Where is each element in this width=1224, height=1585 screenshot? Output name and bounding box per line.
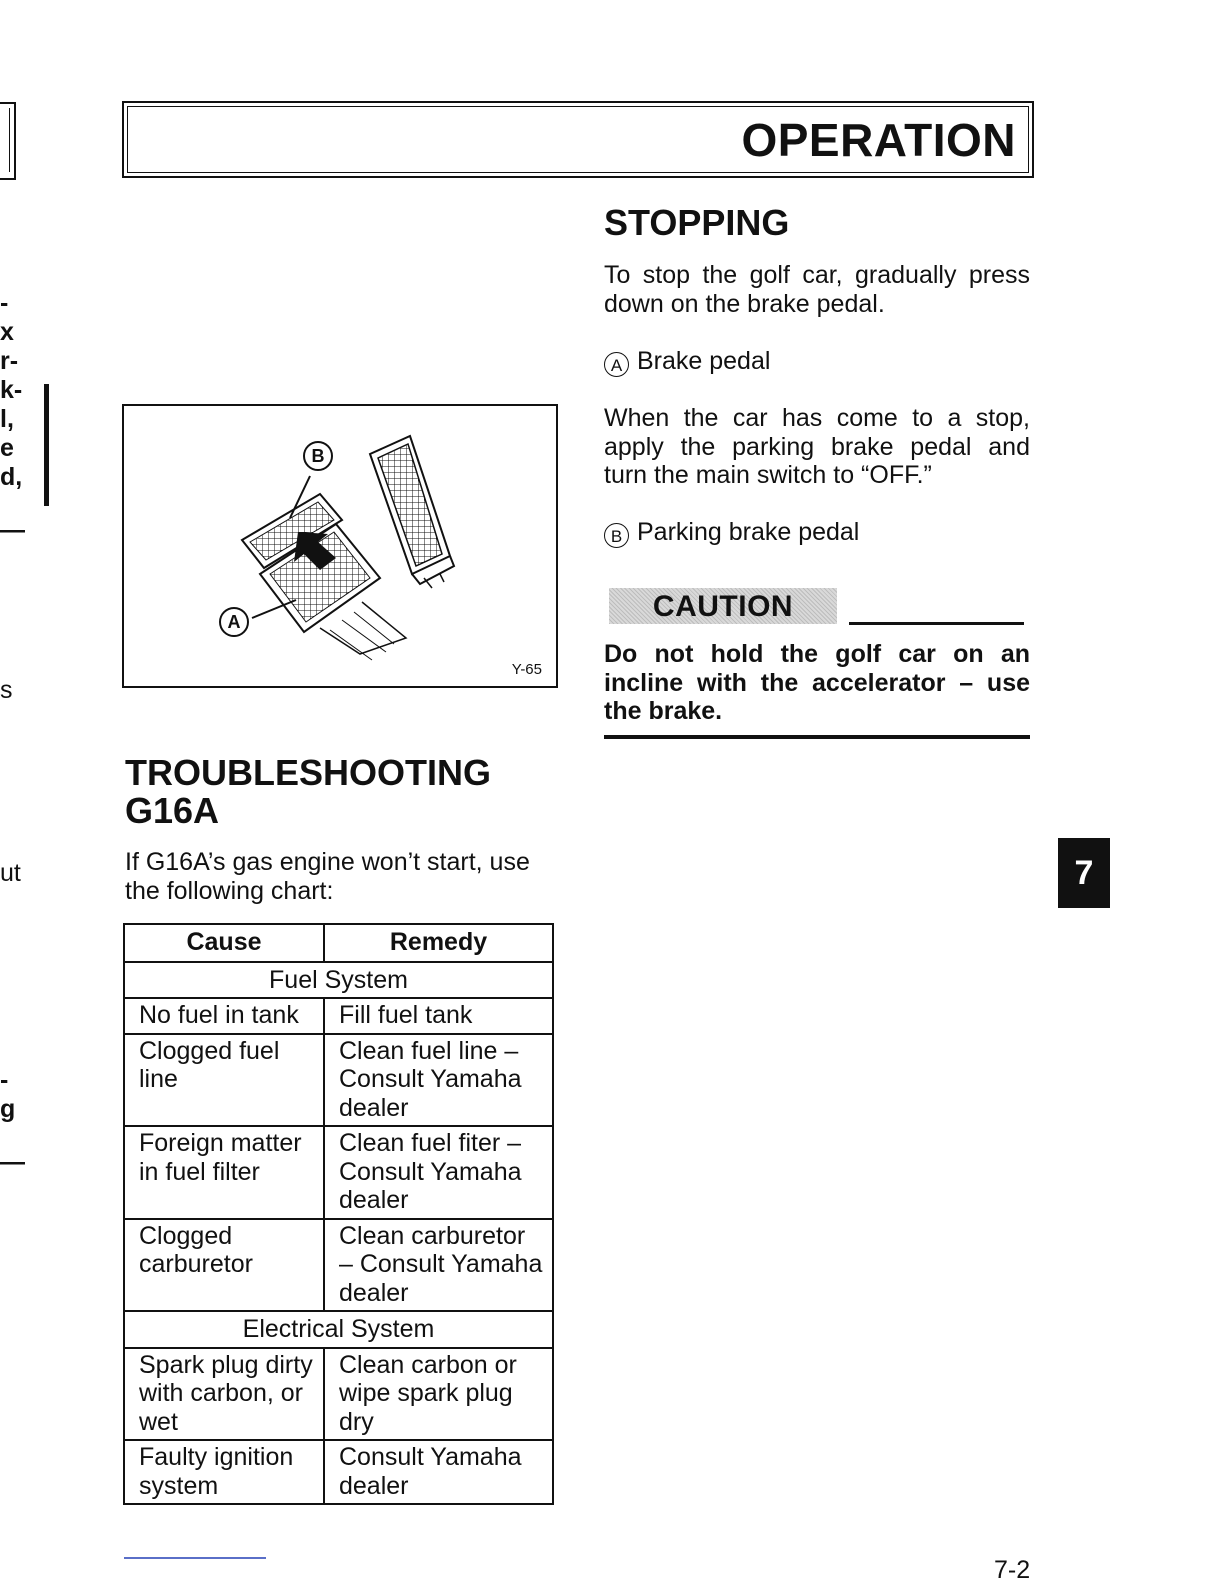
table-section-row <box>124 1311 553 1348</box>
ref-a-label: Brake pedal <box>637 347 771 375</box>
figure-label-a: A <box>227 612 241 632</box>
page-number: 7-2 <box>994 1556 1031 1584</box>
troubleshooting-heading <box>125 754 491 830</box>
cause-cell: Faulty ignition system <box>124 1440 324 1504</box>
bleed-glyph: - <box>0 289 9 317</box>
caution-end-rule <box>604 735 1030 739</box>
section-electrical-system: Electrical System <box>124 1311 553 1348</box>
cause-cell: Clogged carburetor <box>124 1219 324 1312</box>
table-row <box>124 1034 553 1127</box>
stopping-heading: STOPPING <box>604 202 790 243</box>
bleed-glyph: - <box>0 1066 9 1094</box>
troubleshooting-heading-line1: TROUBLESHOOTING <box>125 752 491 793</box>
figure-label-b: B <box>311 446 325 466</box>
bleed-glyph: e <box>0 434 14 462</box>
section-fuel-system: Fuel System <box>124 962 553 999</box>
column-header-remedy: Remedy <box>324 924 553 962</box>
facing-page-frame-edge <box>0 102 16 180</box>
table-row <box>124 1440 553 1504</box>
bleed-glyph: r- <box>0 347 19 375</box>
table-section-row <box>124 962 553 999</box>
cause-cell: Foreign matter in fuel filter <box>124 1126 324 1219</box>
stopping-paragraph-1: To stop the golf car, gradually press down on the brake pedal. <box>604 261 1030 318</box>
ref-brake-pedal <box>604 347 1030 377</box>
cause-cell: Spark plug dirty with carbon, or wet <box>124 1348 324 1441</box>
chapter-tab: 7 <box>1058 838 1110 908</box>
page-title: OPERATION <box>741 114 1016 166</box>
ref-b-label: Parking brake pedal <box>637 518 860 546</box>
pedal-illustration <box>122 404 558 688</box>
remedy-cell: Clean carburetor – Consult Yamaha dealer <box>324 1219 553 1312</box>
ref-letter-b: B <box>604 523 629 548</box>
remedy-cell: Clean carbon or wipe spark plug dry <box>324 1348 553 1441</box>
remedy-cell: Fill fuel tank <box>324 998 553 1034</box>
bleed-glyph: — <box>0 1148 25 1176</box>
cause-cell: No fuel in tank <box>124 998 324 1034</box>
caution-label: CAUTION <box>652 590 794 623</box>
caution-banner <box>609 588 837 624</box>
table-row <box>124 1348 553 1441</box>
bleed-glyph: s <box>0 676 13 704</box>
table-row <box>124 998 553 1034</box>
troubleshooting-heading-line2: G16A <box>125 790 220 831</box>
troubleshooting-intro: If G16A’s gas engine won’t start, use the following chart: <box>125 848 530 905</box>
cause-cell: Clogged fuel line <box>124 1034 324 1127</box>
table-header-row <box>124 924 553 962</box>
remedy-cell: Consult Yamaha dealer <box>324 1440 553 1504</box>
stopping-paragraph-2: When the car has come to a stop, apply the parking brake pedal and turn the main switch to “OFF.” <box>604 404 1030 489</box>
column-header-cause: Cause <box>124 924 324 962</box>
bleed-glyph: x <box>0 318 14 346</box>
table-row <box>124 1219 553 1312</box>
pedal-drawing <box>124 406 556 686</box>
figure-code: Y-65 <box>511 661 542 678</box>
bleed-glyph: d, <box>0 463 23 491</box>
table-row <box>124 1126 553 1219</box>
bleed-glyph: l, <box>0 405 14 433</box>
caution-underline <box>849 622 1024 625</box>
change-bar <box>44 384 49 506</box>
ref-parking-brake-pedal <box>604 518 1030 548</box>
bleed-glyph: — <box>0 516 25 544</box>
remedy-cell: Clean fuel fiter – Consult Yamaha dealer <box>324 1126 553 1219</box>
footer-rule <box>124 1557 266 1559</box>
bleed-glyph: k- <box>0 376 23 404</box>
bleed-glyph: ut <box>0 859 21 887</box>
bleed-glyph: g <box>0 1095 16 1123</box>
section-header <box>122 101 1034 178</box>
remedy-cell: Clean fuel line – Consult Yamaha dealer <box>324 1034 553 1127</box>
caution-text: Do not hold the golf car on an incline with the accelerator – use the brake. <box>604 640 1030 725</box>
ref-letter-a: A <box>604 352 629 377</box>
accelerator-pedal <box>370 436 454 588</box>
troubleshooting-table <box>123 923 554 1505</box>
